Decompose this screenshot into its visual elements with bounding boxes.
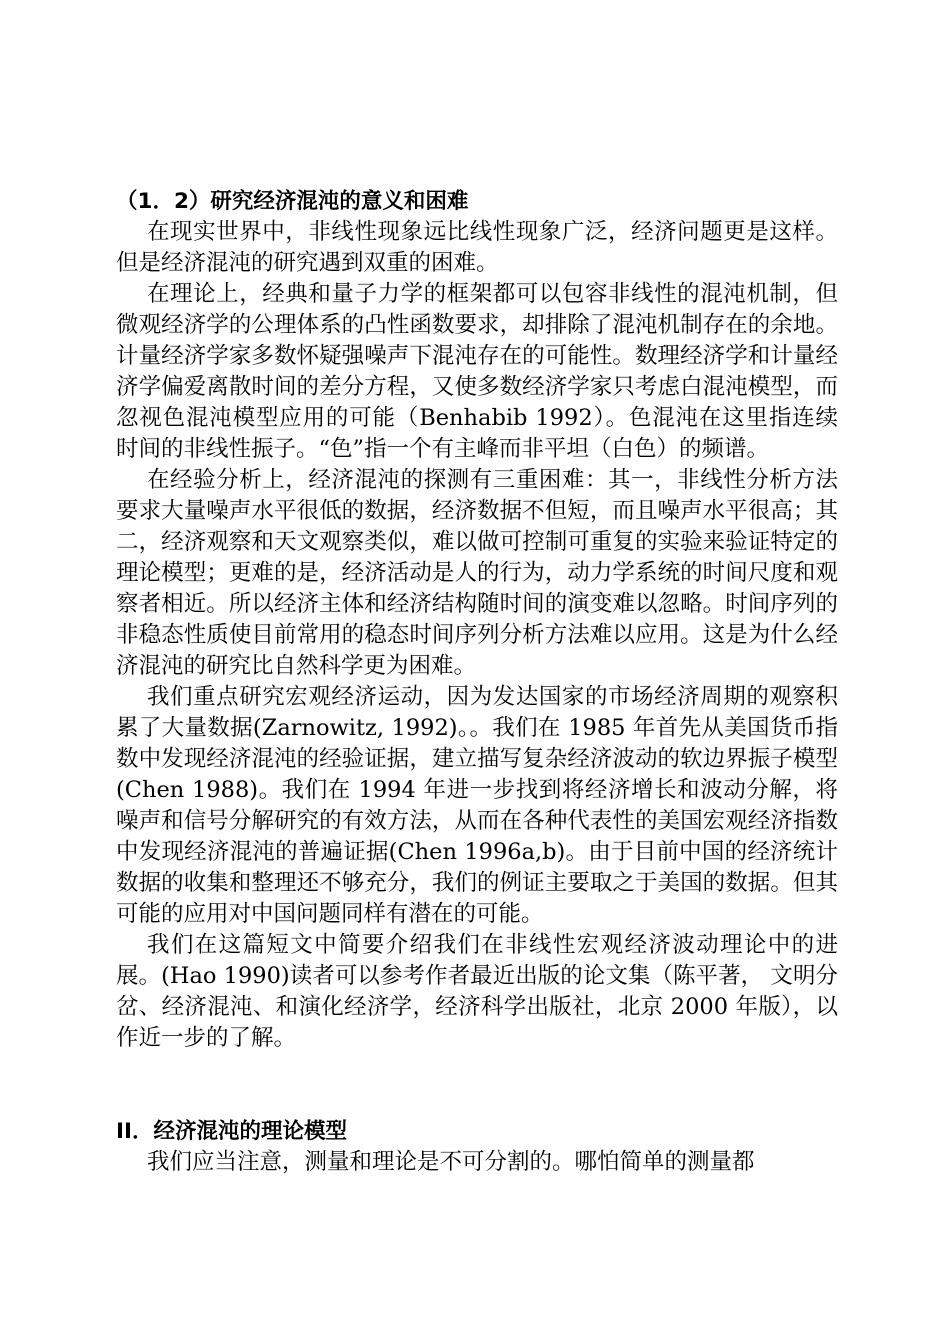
paragraph: 在理论上，经典和量子力学的框架都可以包容非线性的混沌机制，但微观经济学的公理体系的凸性函数要求，却排除了混沌机制存在的余地。计量经济学家多数怀疑强噪声下混沌存在的可能性。数理经济学和计量经济学偏爱离散时间的差分方程，又使多数经济学家只考虑白混沌模型，而忽视色混沌模型应用的可能（Benhabib 1992）。色混沌在这里指连续时间的非线性振子。“色”指一个有主峰而非平坦（白色）的频谱。 xyxy=(116,281,838,462)
paragraph: 在经验分析上，经济混沌的探测有三重困难：其一，非线性分析方法要求大量噪声水平很低的数据，经济数据不但短，而且噪声水平很高；其二，经济观察和天文观察类似，难以做可控制可重复的实验来验证特定的理论模型；更难的是，经济活动是人的行为，动力学系统的时间尺度和观察者相近。所以经济主体和经济结构随时间的演变难以忽略。时间序列的非稳态性质使目前常用的稳态时间序列分析方法难以应用。这是为什么经济混沌的研究比自然科学更为困难。 xyxy=(116,467,838,679)
paragraph: 我们在这篇短文中简要介绍我们在非线性宏观经济波动理论中的进展。(Hao 1990)读者可以参考作者最近出版的论文集（陈平著， 文明分岔、经济混沌、和演化经济学，经济科学出版社，北京 2000 年版），以作近一步的了解。 xyxy=(116,932,838,1051)
paragraph: 我们重点研究宏观经济运动，因为发达国家的市场经济周期的观察积累了大量数据(Zarnowitz, 1992)。。我们在 1985 年首先从美国货币指数中发现经济混沌的经验证据，建立描写复杂经济波动的软边界振子模型 (Chen 1988)。我们在 1994 年进一步找到将经济增长和波动分解，将噪声和信号分解研究的有效方法，从而在各种代表性的美国宏观经济指数中发现经济混沌的普遍证据(Chen 1996a,b)。由于目前中国的经济统计数据的收集和整理还不够充分，我们的例证主要取之于美国的数据。但其可能的应用对中国问题同样有潜在的可能。 xyxy=(116,684,838,927)
section-heading-significance-and-difficulties: （1．2）研究经济混沌的意义和困难 xyxy=(116,189,469,214)
document-body xyxy=(116,186,838,1178)
paragraph: 在现实世界中，非线性现象远比线性现象广泛，经济问题更是这样。但是经济混沌的研究遇到双重的困难。 xyxy=(116,219,838,276)
section-heading-theoretical-models: II．经济混沌的理论模型 xyxy=(116,1119,348,1144)
paragraph: 我们应当注意，测量和理论是不可分割的。哪怕简单的测量都 xyxy=(147,1149,755,1175)
